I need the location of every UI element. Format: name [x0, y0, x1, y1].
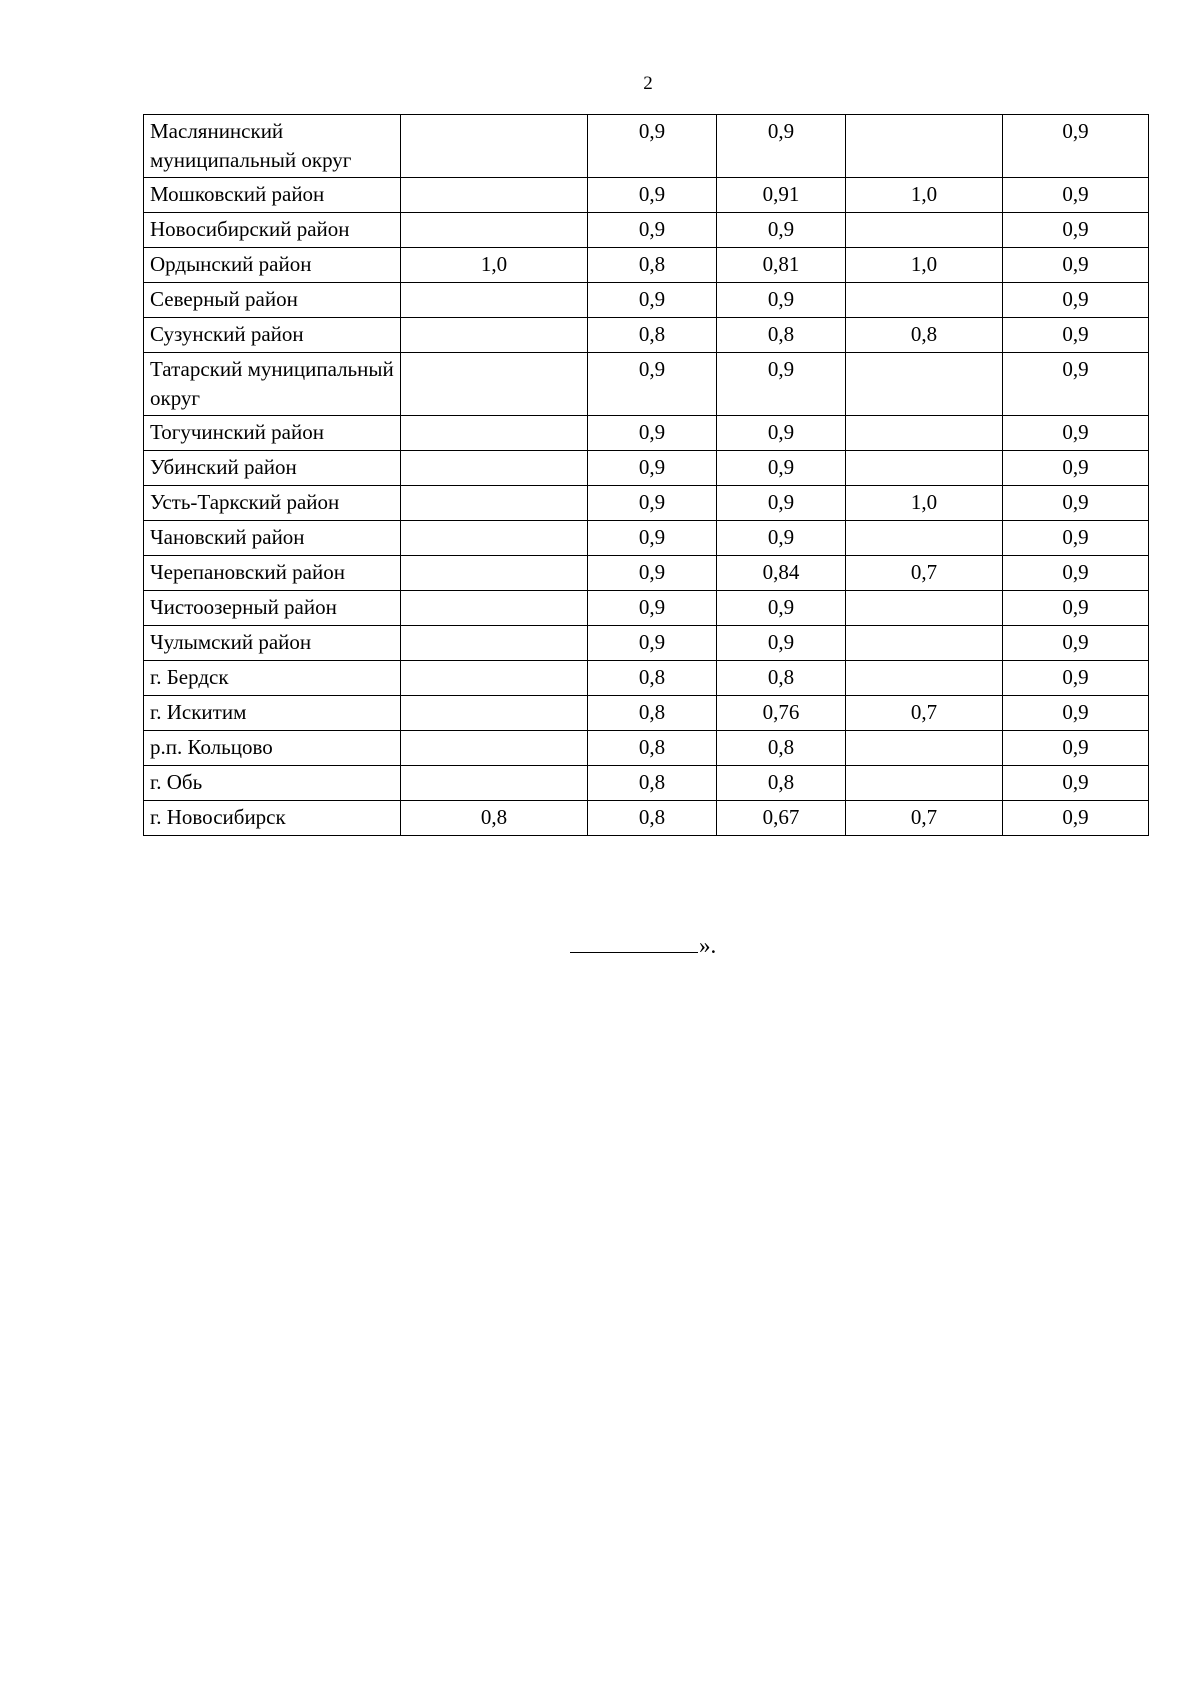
value-cell: 0,9	[1003, 521, 1149, 556]
value-cell: 0,9	[1003, 318, 1149, 353]
table-row	[144, 696, 1149, 731]
value-cell	[846, 626, 1003, 661]
value-cell: 0,9	[1003, 451, 1149, 486]
value-cell: 0,81	[717, 248, 846, 283]
value-cell: 0,9	[1003, 626, 1149, 661]
value-cell: 0,9	[1003, 115, 1149, 178]
value-cell: 0,9	[588, 115, 717, 178]
value-cell: 0,9	[1003, 178, 1149, 213]
value-cell: 0,9	[1003, 661, 1149, 696]
municipality-name-cell: Маслянинский муниципальный округ	[144, 115, 401, 178]
value-cell	[846, 283, 1003, 318]
table-row	[144, 766, 1149, 801]
value-cell: 0,9	[588, 486, 717, 521]
municipality-name-cell: Тогучинский район	[144, 416, 401, 451]
table-row	[144, 451, 1149, 486]
value-cell	[401, 521, 588, 556]
table-row	[144, 318, 1149, 353]
value-cell	[401, 766, 588, 801]
value-cell: 0,9	[717, 283, 846, 318]
value-cell: 0,8	[588, 731, 717, 766]
municipality-name-cell: Татарский муниципальный округ	[144, 353, 401, 416]
municipality-name-cell: р.п. Кольцово	[144, 731, 401, 766]
value-cell: 0,9	[1003, 283, 1149, 318]
value-cell: 0,9	[717, 521, 846, 556]
value-cell: 0,9	[717, 416, 846, 451]
municipality-name-cell: Чулымский район	[144, 626, 401, 661]
value-cell: 0,9	[1003, 213, 1149, 248]
value-cell: 0,9	[1003, 416, 1149, 451]
value-cell	[401, 115, 588, 178]
value-cell	[401, 591, 588, 626]
underline-blank	[570, 928, 698, 953]
value-cell	[846, 353, 1003, 416]
municipality-name-cell: г. Искитим	[144, 696, 401, 731]
table-row	[144, 661, 1149, 696]
value-cell	[846, 731, 1003, 766]
value-cell	[401, 213, 588, 248]
table-row	[144, 416, 1149, 451]
page-number: 2	[643, 73, 653, 94]
table-row	[144, 248, 1149, 283]
value-cell	[846, 591, 1003, 626]
value-cell: 0,9	[717, 486, 846, 521]
value-cell: 0,9	[588, 521, 717, 556]
value-cell	[401, 696, 588, 731]
municipality-name-cell: г. Новосибирск	[144, 801, 401, 836]
value-cell: 0,9	[588, 353, 717, 416]
value-cell: 0,8	[588, 766, 717, 801]
closing-quote-mark: ».	[699, 933, 717, 958]
value-cell: 0,7	[846, 801, 1003, 836]
value-cell: 0,8	[588, 248, 717, 283]
value-cell	[401, 353, 588, 416]
value-cell	[846, 521, 1003, 556]
municipality-name-cell: Чановский район	[144, 521, 401, 556]
value-cell: 0,8	[588, 696, 717, 731]
value-cell: 0,9	[717, 115, 846, 178]
value-cell: 0,84	[717, 556, 846, 591]
table-row	[144, 556, 1149, 591]
municipality-name-cell: Чистоозерный район	[144, 591, 401, 626]
value-cell	[401, 416, 588, 451]
value-cell: 0,9	[1003, 591, 1149, 626]
value-cell: 0,9	[588, 178, 717, 213]
value-cell: 1,0	[846, 486, 1003, 521]
municipality-name-cell: Усть-Таркский район	[144, 486, 401, 521]
value-cell: 0,91	[717, 178, 846, 213]
value-cell: 0,8	[401, 801, 588, 836]
value-cell: 0,8	[846, 318, 1003, 353]
value-cell: 0,9	[717, 451, 846, 486]
value-cell: 0,9	[1003, 766, 1149, 801]
municipality-name-cell: Черепановский район	[144, 556, 401, 591]
value-cell: 0,8	[717, 766, 846, 801]
value-cell: 0,9	[588, 556, 717, 591]
table-row	[144, 353, 1149, 416]
value-cell: 0,9	[1003, 486, 1149, 521]
table-row	[144, 283, 1149, 318]
value-cell: 0,9	[717, 213, 846, 248]
coefficients-table	[143, 114, 1149, 836]
municipality-name-cell: Мошковский район	[144, 178, 401, 213]
value-cell: 0,9	[588, 591, 717, 626]
table-row	[144, 115, 1149, 178]
value-cell	[401, 486, 588, 521]
value-cell: 0,7	[846, 696, 1003, 731]
value-cell: 0,76	[717, 696, 846, 731]
municipality-name-cell: Сузунский район	[144, 318, 401, 353]
value-cell: 0,9	[1003, 353, 1149, 416]
value-cell: 0,8	[588, 661, 717, 696]
value-cell: 0,9	[717, 591, 846, 626]
value-cell: 0,7	[846, 556, 1003, 591]
value-cell	[846, 416, 1003, 451]
municipality-name-cell: Новосибирский район	[144, 213, 401, 248]
value-cell: 0,9	[1003, 801, 1149, 836]
municipality-name-cell: Северный район	[144, 283, 401, 318]
value-cell: 0,9	[588, 451, 717, 486]
municipality-name-cell: г. Обь	[144, 766, 401, 801]
value-cell: 0,8	[588, 801, 717, 836]
value-cell	[401, 626, 588, 661]
value-cell: 0,9	[1003, 731, 1149, 766]
value-cell: 0,9	[588, 416, 717, 451]
value-cell: 0,9	[588, 213, 717, 248]
value-cell: 0,9	[588, 626, 717, 661]
municipality-name-cell: Ордынский район	[144, 248, 401, 283]
value-cell: 0,9	[588, 283, 717, 318]
value-cell: 0,9	[1003, 248, 1149, 283]
value-cell: 1,0	[846, 178, 1003, 213]
value-cell: 0,8	[717, 318, 846, 353]
value-cell: 0,67	[717, 801, 846, 836]
value-cell	[846, 451, 1003, 486]
value-cell	[401, 556, 588, 591]
value-cell: 0,8	[588, 318, 717, 353]
table-row	[144, 486, 1149, 521]
value-cell: 0,9	[1003, 696, 1149, 731]
value-cell	[401, 661, 588, 696]
value-cell: 0,8	[717, 661, 846, 696]
value-cell	[846, 213, 1003, 248]
value-cell	[846, 766, 1003, 801]
closing-line	[570, 928, 716, 961]
municipality-name-cell: г. Бердск	[144, 661, 401, 696]
value-cell: 0,9	[717, 626, 846, 661]
value-cell	[401, 318, 588, 353]
table-row	[144, 213, 1149, 248]
value-cell	[401, 283, 588, 318]
value-cell: 1,0	[846, 248, 1003, 283]
value-cell: 0,8	[717, 731, 846, 766]
value-cell	[401, 451, 588, 486]
table-row	[144, 591, 1149, 626]
table-row	[144, 521, 1149, 556]
value-cell: 1,0	[401, 248, 588, 283]
municipality-name-cell: Убинский район	[144, 451, 401, 486]
table-row	[144, 626, 1149, 661]
table-row	[144, 731, 1149, 766]
value-cell: 0,9	[1003, 556, 1149, 591]
value-cell	[846, 661, 1003, 696]
table-row	[144, 801, 1149, 836]
value-cell: 0,9	[717, 353, 846, 416]
value-cell	[846, 115, 1003, 178]
table-row	[144, 178, 1149, 213]
value-cell	[401, 178, 588, 213]
value-cell	[401, 731, 588, 766]
